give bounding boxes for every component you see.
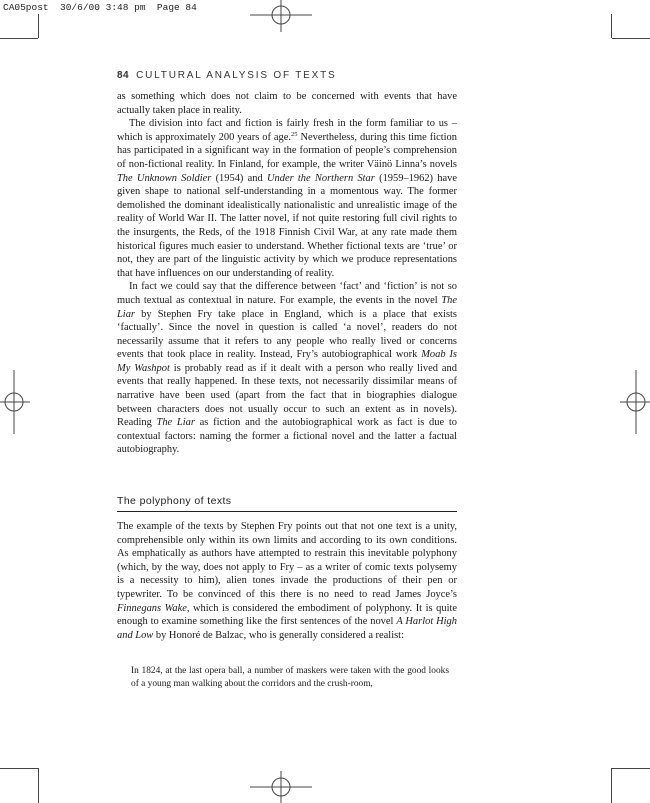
text-run: (1954) and — [211, 172, 267, 184]
text-run: as fiction and the autobiographical work as fact is due to contextual factors: naming the former a fictional novel and the latter a factual autobiography. — [117, 417, 457, 456]
book-title: The Liar — [117, 294, 457, 320]
text-run: by Stephen Fry take place in England, which is a place that exists ‘factually’. Since the novel in question is called ‘a novel’, readers do not necessarily assume that it refers to any people who really lived or concerns events that took place in reality. Instead, Fry’s autobiographical work — [117, 308, 457, 361]
registration-mark-top — [250, 0, 312, 32]
paragraph-continued: as something which does not claim to be concerned with events that have actually taken place in reality. — [117, 91, 457, 116]
running-head-title: CULTURAL ANALYSIS OF TEXTS — [136, 70, 337, 81]
body-text-lower — [117, 520, 457, 642]
text-run: (1959–1962) have given shape to national self-understanding in a momentous way. The former demolished the dominant idealistically nationalistic and unrealistic image of the reality of World War II. The latter novel, if not quite restoring full civil rights to the insurgents, the Reds, of the 1918 Finnish Civil War, at any rate made them historical figures much easier to understand. Whether fictional texts are ‘true’ or not, they are part of the linguistic activity by which we produce representations that have influences on our understanding of reality. — [117, 172, 457, 279]
book-title: Under the Northern Star — [266, 172, 375, 184]
registration-mark-right — [620, 370, 650, 434]
crop-mark — [612, 38, 650, 39]
registration-mark-left — [0, 370, 30, 434]
crop-mark — [612, 768, 650, 769]
crop-mark — [611, 14, 612, 38]
section-heading: The polyphony of texts — [117, 495, 457, 512]
print-slug-line: CA05post 30/6/00 3:48 pm Page 84 — [3, 2, 197, 13]
crop-mark — [0, 768, 38, 769]
book-title: A Harlot High and Low — [117, 616, 457, 641]
text-run: The division into fact and fiction is fairly fresh in the form familiar to us – which is approximately 200 years of age. — [117, 118, 457, 143]
page-number: 84 — [117, 70, 130, 81]
text-run: , which is considered the embodiment of polyphony. It is quite enough to examine something like the first sentences of the novel — [117, 602, 457, 628]
registration-mark-bottom — [250, 771, 312, 803]
paragraph-fact-fiction-division — [117, 117, 457, 280]
book-title: Moab Is My Washpot — [117, 349, 457, 374]
text-run: The example of the texts by Stephen Fry points out that not one text is a unity, comprehensible only within its own limits and according to its own conditions. As emphatically as authors have attempted to restrain this inevitable polyphony (which, by the way, does not apply to Fry – as a writer of comic texts polysemy is a necessity to him), alien tones invade the productions of their pen or typewriter. To be convinced of this there is no need to read James Joyce’s — [117, 521, 457, 600]
crop-mark — [611, 768, 612, 803]
body-text-upper — [117, 90, 457, 457]
book-title: The Unknown Soldier — [117, 172, 212, 184]
text-run: In fact we could say that the difference between ‘fact’ and ‘fiction’ is not so much textual as contextual in nature. For example, the events in the novel — [117, 281, 457, 306]
book-title: Finnegans Wake — [117, 602, 187, 614]
crop-mark — [38, 14, 39, 38]
book-title: The Liar — [156, 417, 195, 429]
running-head — [117, 70, 457, 81]
crop-mark — [38, 768, 39, 803]
text-run: by Honoré de Balzac, who is generally considered a realist: — [153, 629, 404, 641]
block-quote: In 1824, at the last opera ball, a number of maskers were taken with the good looks of a young man walking about the corridors and the crush-room, — [131, 666, 449, 689]
text-run: is probably read as if it dealt with a person who really lived and events that really happened. In these texts, not necessarily dissimilar means of narrative have been used (apart from the fact that in biographies dialogue between characters does not usually occur to such an extent as in novels). Reading — [117, 362, 457, 429]
paragraph-polyphony — [117, 520, 457, 642]
paragraph-contextual-difference — [117, 280, 457, 457]
footnote-ref: 25 — [291, 130, 298, 138]
text-run: Nevertheless, during this time fiction has participated in a significant way in the formation of people’s comprehension of non-fictional reality. In Finland, for example, the writer Väinö Linna’s novels — [117, 131, 457, 170]
crop-mark — [0, 38, 38, 39]
